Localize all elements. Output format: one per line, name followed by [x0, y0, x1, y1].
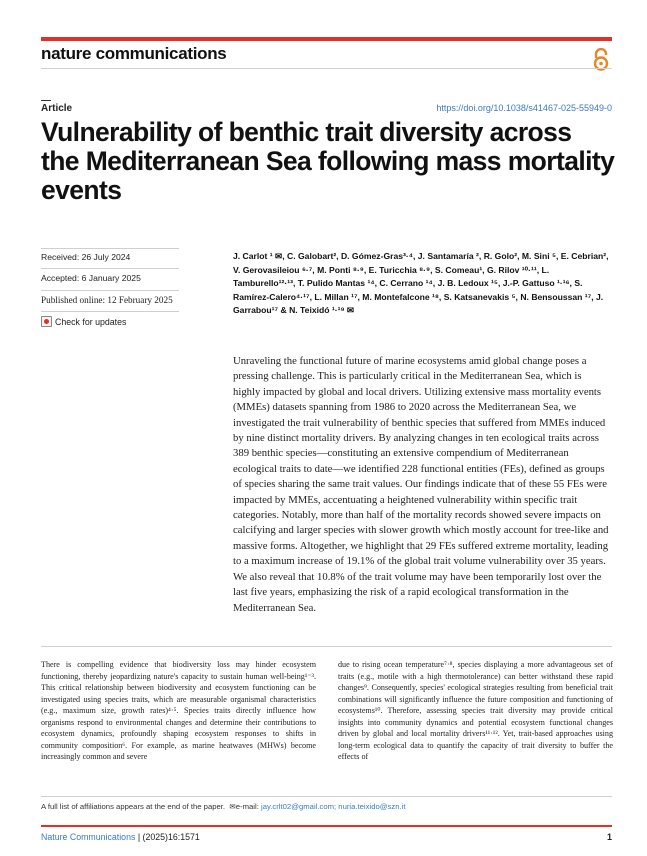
body-column-right: due to rising ocean temperature⁷·⁸, species displaying a more advantageous set of traits (e.g., motile with a high thermotolerance) can better withstand these rapid changes⁹. Consequently, species' ecological strategies resulting from beneficial trait combinations will significantly influence the future composition and functioning of ecosystems¹⁰. Therefore, assessing species trait diversity may provide critical insights into community dynamics and potential ecosystem functional changes driven by global and local mortality drivers¹¹·¹². Yet, trait-based approaches using long-term ecological data to quantify the capacity of trait diversity to buffer the effects of: [338, 660, 613, 762]
page-number: 1: [606, 832, 612, 842]
email-links[interactable]: jay.crlt02@gmail.com; nuria.teixido@szn.it: [261, 802, 406, 811]
citation-details: | (2025)16:1571: [137, 832, 200, 842]
check-for-updates-label: Check for updates: [55, 316, 127, 327]
article-title: Vulnerability of benthic trait diversity across the Mediterranean Sea following mass mortality events: [41, 117, 615, 205]
footnote-divider: [41, 796, 612, 797]
citation: [41, 832, 200, 842]
meta-divider: [41, 268, 179, 269]
citation-journal[interactable]: Nature Communications: [41, 832, 136, 842]
abstract: Unraveling the functional future of marine ecosystems amid global change poses a pressing challenge. This is particularly critical in the Mediterranean Sea, which is highly impacted by global and local drivers. Utilizing extensive mass mortality events (MMEs) datasets spanning from 1986 to 2020 across the Mediterranean Sea, we investigated the trait vulnerability of benthic species that suffered from MMEs induced by nine distinct mortality drivers. By analyzing changes in ten ecological traits across 389 benthic species—constituting an extensive compendium of Mediterranean ecological traits to date—we identified 228 functional entities (FEs), defined as groups of species sharing the same trait values. Our findings indicate that of these 55 FEs were impacted by MMEs, accentuating a heightened vulnerability within specific trait categories. Notably, more than half of the mortality records showed severe impacts on calcifying and larger species with slower growth which mostly account for tree-like and massive forms. Altogether, we highlight that 29 FEs suffered extreme mortality, leading to a maximum increase of 19.1% of the global trait volume vulnerability over 35 years. We also reveal that 10.8% of the trait volume may have been temporarily lost over the last five years, emphasizing the risk of a rapid ecological transformation in the Mediterranean Sea.: [233, 355, 609, 614]
crossmark-icon: [41, 316, 52, 327]
body-column-left: There is compelling evidence that biodiversity loss may hinder ecosystem functioning, thereby jeopardizing nature's capacity to sustain human well-being¹⁻³. This critical relationship between biodiversity and ecosystem functioning can be investigated using species traits, which are measurable organismal characteristics (e.g., maximum size, growth rates)⁴·⁵. Species traits directly influence how organisms respond to environmental changes and determine their contributions to ecosystem dynamics, profoundly shaping ecosystem responses to shifts in community composition⁶. For example, as marine heatwaves (MHWs) become increasingly common and severe: [41, 660, 316, 762]
accepted-date: Accepted: 6 January 2025: [41, 273, 141, 283]
journal-name[interactable]: nature communications: [41, 44, 227, 63]
received-date: Received: 26 July 2024: [41, 252, 131, 262]
abstract-divider: [41, 646, 612, 647]
check-for-updates-button[interactable]: [41, 316, 126, 327]
top-accent-bar: [41, 37, 612, 41]
envelope-icon: ✉: [227, 802, 236, 811]
affiliations-note: A full list of affiliations appears at the end of the paper.: [41, 802, 226, 811]
header-divider: [41, 68, 612, 69]
meta-divider: [41, 290, 179, 291]
published-date: Published online: 12 February 2025: [41, 295, 173, 305]
footnote: [41, 802, 406, 811]
meta-divider: [41, 248, 179, 249]
meta-divider: [41, 311, 179, 312]
email-label: e-mail:: [235, 802, 259, 811]
author-list: J. Carlot ¹ ✉, C. Galobart², D. Gómez-Gras³·⁴, J. Santamaría ², R. Golo², M. Sini ⁵, E. Cebrian², V. Gerovasileiou ⁶·⁷, M. Ponti ⁸·⁹, E. Turicchia ⁸·⁹, S. Comeau¹, G. Rilov ¹⁰·¹¹, L. Tamburello¹²·¹³, T. Pulido Mantas ¹⁴, C. Cerrano ¹⁴, J. B. Ledoux ¹⁵, J.-P. Gattuso ¹·¹⁶, S. Ramírez-Calero⁴·¹⁷, L. Millan ¹⁷, M. Montefalcone ¹⁸, S. Katsanevakis ⁵, N. Bensoussan ¹⁷, J. Garrabou¹⁷ & N. Teixidó ¹·¹⁹ ✉: [233, 251, 609, 315]
doi-link[interactable]: https://doi.org/10.1038/s41467-025-55949-0: [436, 103, 612, 113]
article-type: Article: [41, 103, 73, 114]
bottom-accent-bar: [41, 825, 612, 827]
